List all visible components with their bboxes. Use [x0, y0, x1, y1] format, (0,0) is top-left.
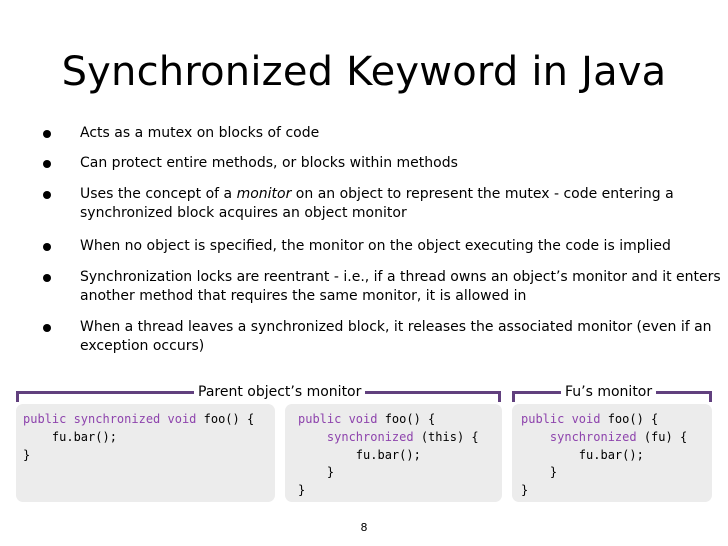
bullet-dot: [43, 130, 51, 138]
bullet-text: Acts as a mutex on blocks of code: [80, 125, 320, 141]
code-block-synchronized-method: public synchronized void foo() { fu.bar(); }: [16, 404, 275, 502]
slide-title: Synchronized Keyword in Java: [61, 49, 667, 95]
bullet-text: When no object is specified, the monitor on the object executing the code is implied: [80, 238, 671, 254]
bullet-dot: [43, 160, 51, 168]
parent-monitor-label: Parent object’s monitor: [194, 383, 365, 401]
bullet-dot: [43, 324, 51, 332]
bullet-text: Synchronization locks are reentrant - i.e., if a thread owns an object’s monitor and it enters: [80, 269, 721, 285]
bracket-tick: [16, 391, 19, 402]
code-block-synchronized-fu: public void foo() { synchronized (fu) { fu.bar(); } }: [512, 404, 712, 502]
bullet-text: another method that requires the same monitor, it is allowed in: [80, 288, 527, 304]
bullet-text: Can protect entire methods, or blocks within methods: [80, 155, 458, 171]
bullet-text: synchronized block acquires an object monitor: [80, 205, 407, 221]
bracket-tick: [512, 391, 515, 402]
fu-monitor-label: Fu’s monitor: [561, 383, 656, 401]
bullet-text: Uses the concept of a monitor on an object to represent the mutex - code entering a: [80, 186, 674, 202]
bullet-dot: [43, 191, 51, 199]
page-number: 8: [360, 521, 368, 534]
bracket-tick: [709, 391, 712, 402]
bullet-dot: [43, 274, 51, 282]
bullet-text: exception occurs): [80, 338, 205, 354]
bullet-text: When a thread leaves a synchronized block, it releases the associated monitor (even if an: [80, 319, 712, 335]
bracket-tick: [498, 391, 501, 402]
code-block-synchronized-this: public void foo() { synchronized (this) { fu.bar(); } }: [285, 404, 502, 502]
bullet-dot: [43, 243, 51, 251]
